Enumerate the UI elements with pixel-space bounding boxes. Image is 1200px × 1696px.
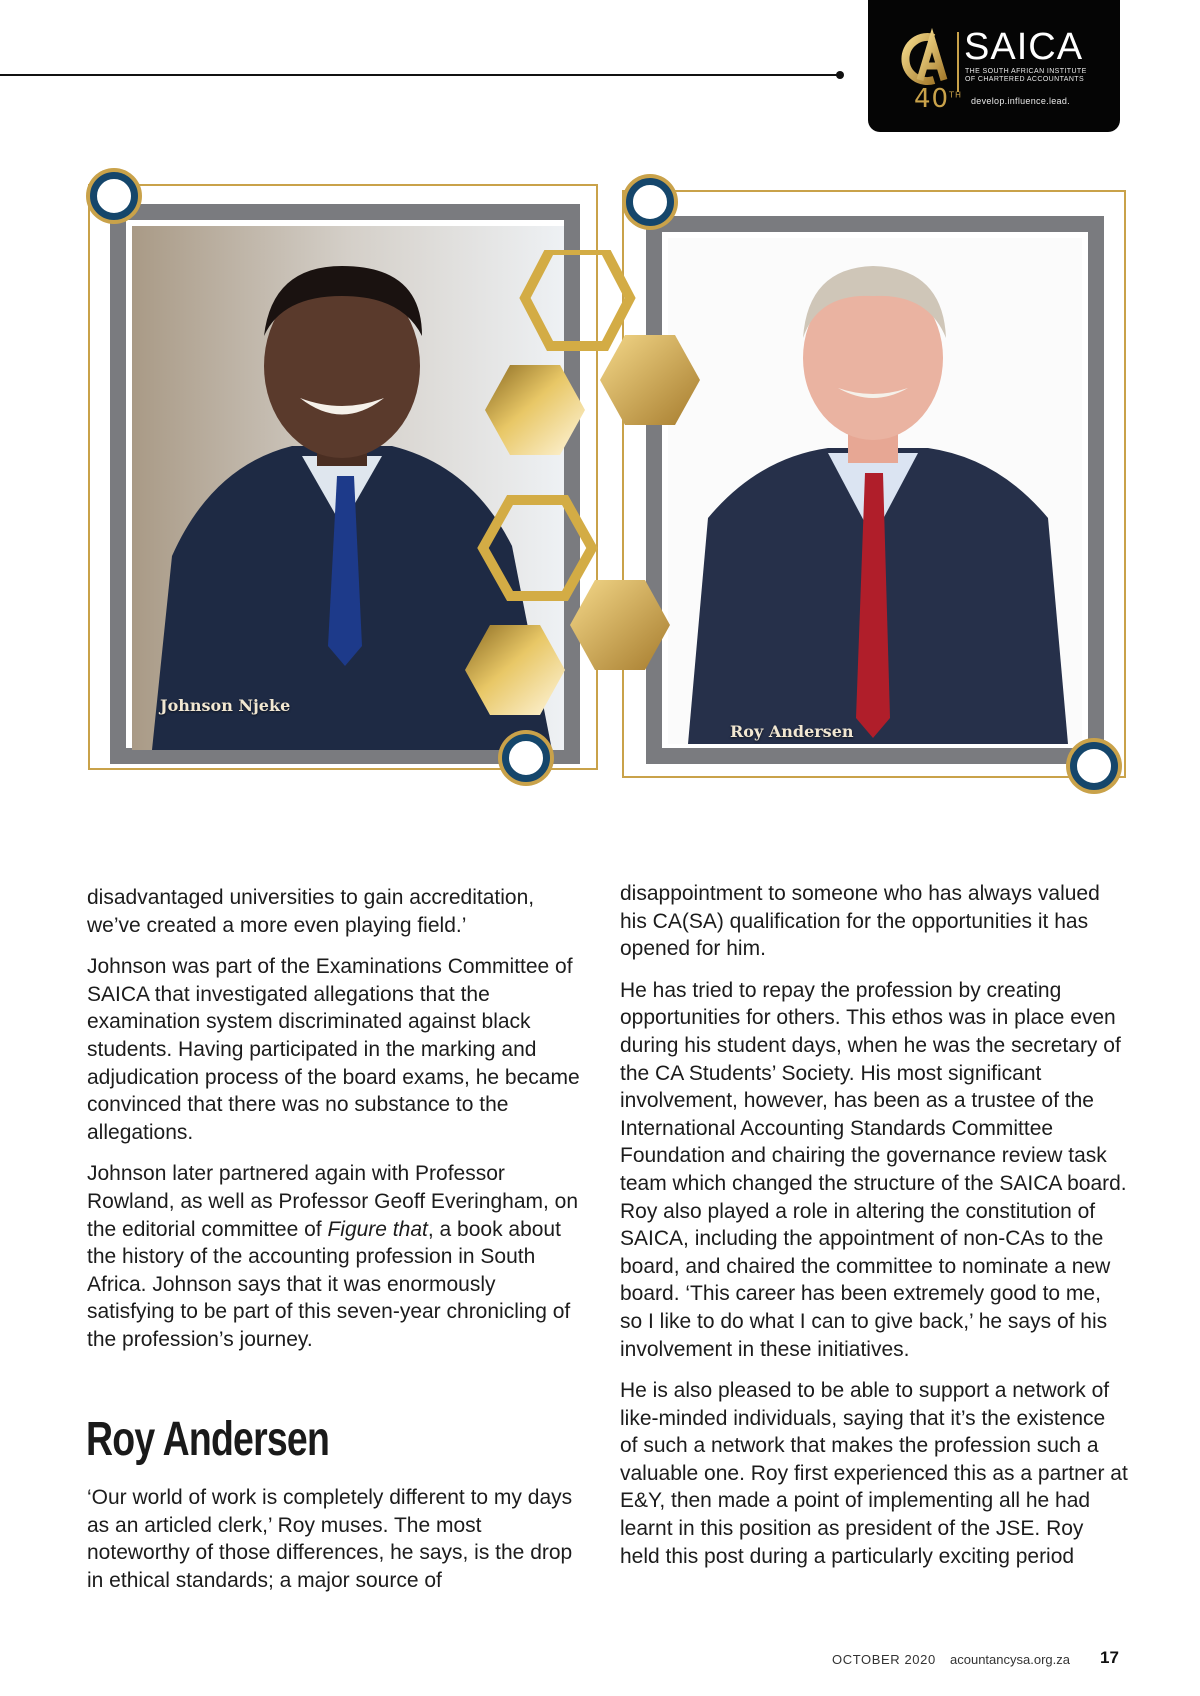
paragraph-with-book-title: Johnson later partnered again with Professor Rowland, as well as Professor Geoff Everingham, on the editorial committee of Figure that, a book about the history of the accounting profession in South Africa. Johnson says that it was enormously satisfying to be part of this seven-year chronicling of the profession’s journey. (87, 1162, 579, 1351)
paragraph: disadvantaged universities to gain accreditation, we’ve created a more even playing field.’ (87, 886, 535, 937)
logo-anniversary: 40TH (914, 84, 962, 114)
logo-divider (957, 32, 959, 92)
portrait-image-right (668, 238, 1082, 744)
logo-tagline: develop.influence.lead. (971, 96, 1070, 106)
left-column (87, 884, 587, 1368)
left-column-section (87, 1484, 587, 1608)
ca-monogram-icon (890, 26, 956, 92)
footer-date: OCTOBER 2020 (832, 1652, 936, 1667)
gold-hexagon-decoration (450, 250, 710, 740)
caption-johnson-njeke: Johnson Njeke (160, 696, 291, 715)
header-rule (0, 74, 840, 76)
paragraph: He has tried to repay the profession by creating opportunities for others. This ethos was in place even during his student days, when he was the secretary of the CA Students’ Society. His most significant involvement, however, has been as a trustee of the International Accounting Standards Committee Foundation and chairing the governance review task team which changed the structure of the SAICA board. Roy also played a role in altering the constitution of SAICA, including the appointment of non-CAs to the board, and chaired the committee to nominate a new board. ‘This career has been extremely good to me, so I like to do what I can to give back,’ he says of his involvement in these initiatives. (620, 978, 1127, 1361)
paragraph: disappointment to someone who has always valued his CA(SA) qualification for the opportunities it has opened for him. (620, 882, 1100, 961)
paragraph: He is also pleased to be able to support a network of like-minded individuals, saying that it’s the existence of such a network that makes the profession such a valuable one. Roy first experienced this as a partner at E&Y, then made a point of implementing all he had learnt in this position as president of the JSE. Roy held this post during a particularly exciting period (620, 1379, 1128, 1568)
logo-name: SAICA (964, 26, 1084, 68)
section-heading: Roy Andersen (86, 1413, 330, 1466)
page-number: 17 (1100, 1648, 1119, 1667)
footer-website: acountancysa.org.za (950, 1652, 1070, 1667)
saica-logo (868, 0, 1120, 132)
photo-roy-andersen (668, 238, 1082, 744)
logo-subtitle: THE SOUTH AFRICAN INSTITUTE OF CHARTERED ACCOUNTANTS (965, 68, 1087, 83)
right-column (620, 880, 1128, 1584)
ring-ornament-bottom-right (1070, 742, 1118, 790)
paragraph: ‘Our world of work is completely different to my days as an articled clerk,’ Roy muses. The most noteworthy of those differences, he says, is the drop in ethical standards; a major source of (87, 1486, 573, 1592)
paragraph: Johnson was part of the Examinations Committee of SAICA that investigated allegations that the examination system discriminated against black students. Having participated in the marking and adjudication process of the board exams, he became convinced that there was no substance to the allegations. (87, 955, 580, 1144)
photo-spread (80, 160, 1140, 860)
caption-roy-andersen: Roy Andersen (730, 722, 854, 741)
header-rule-dot (836, 71, 844, 79)
ring-ornament-bottom-left (502, 734, 550, 782)
book-title: Figure that (327, 1217, 428, 1241)
ring-ornament-top-left (90, 172, 138, 220)
ring-ornament-top-right (626, 178, 674, 226)
